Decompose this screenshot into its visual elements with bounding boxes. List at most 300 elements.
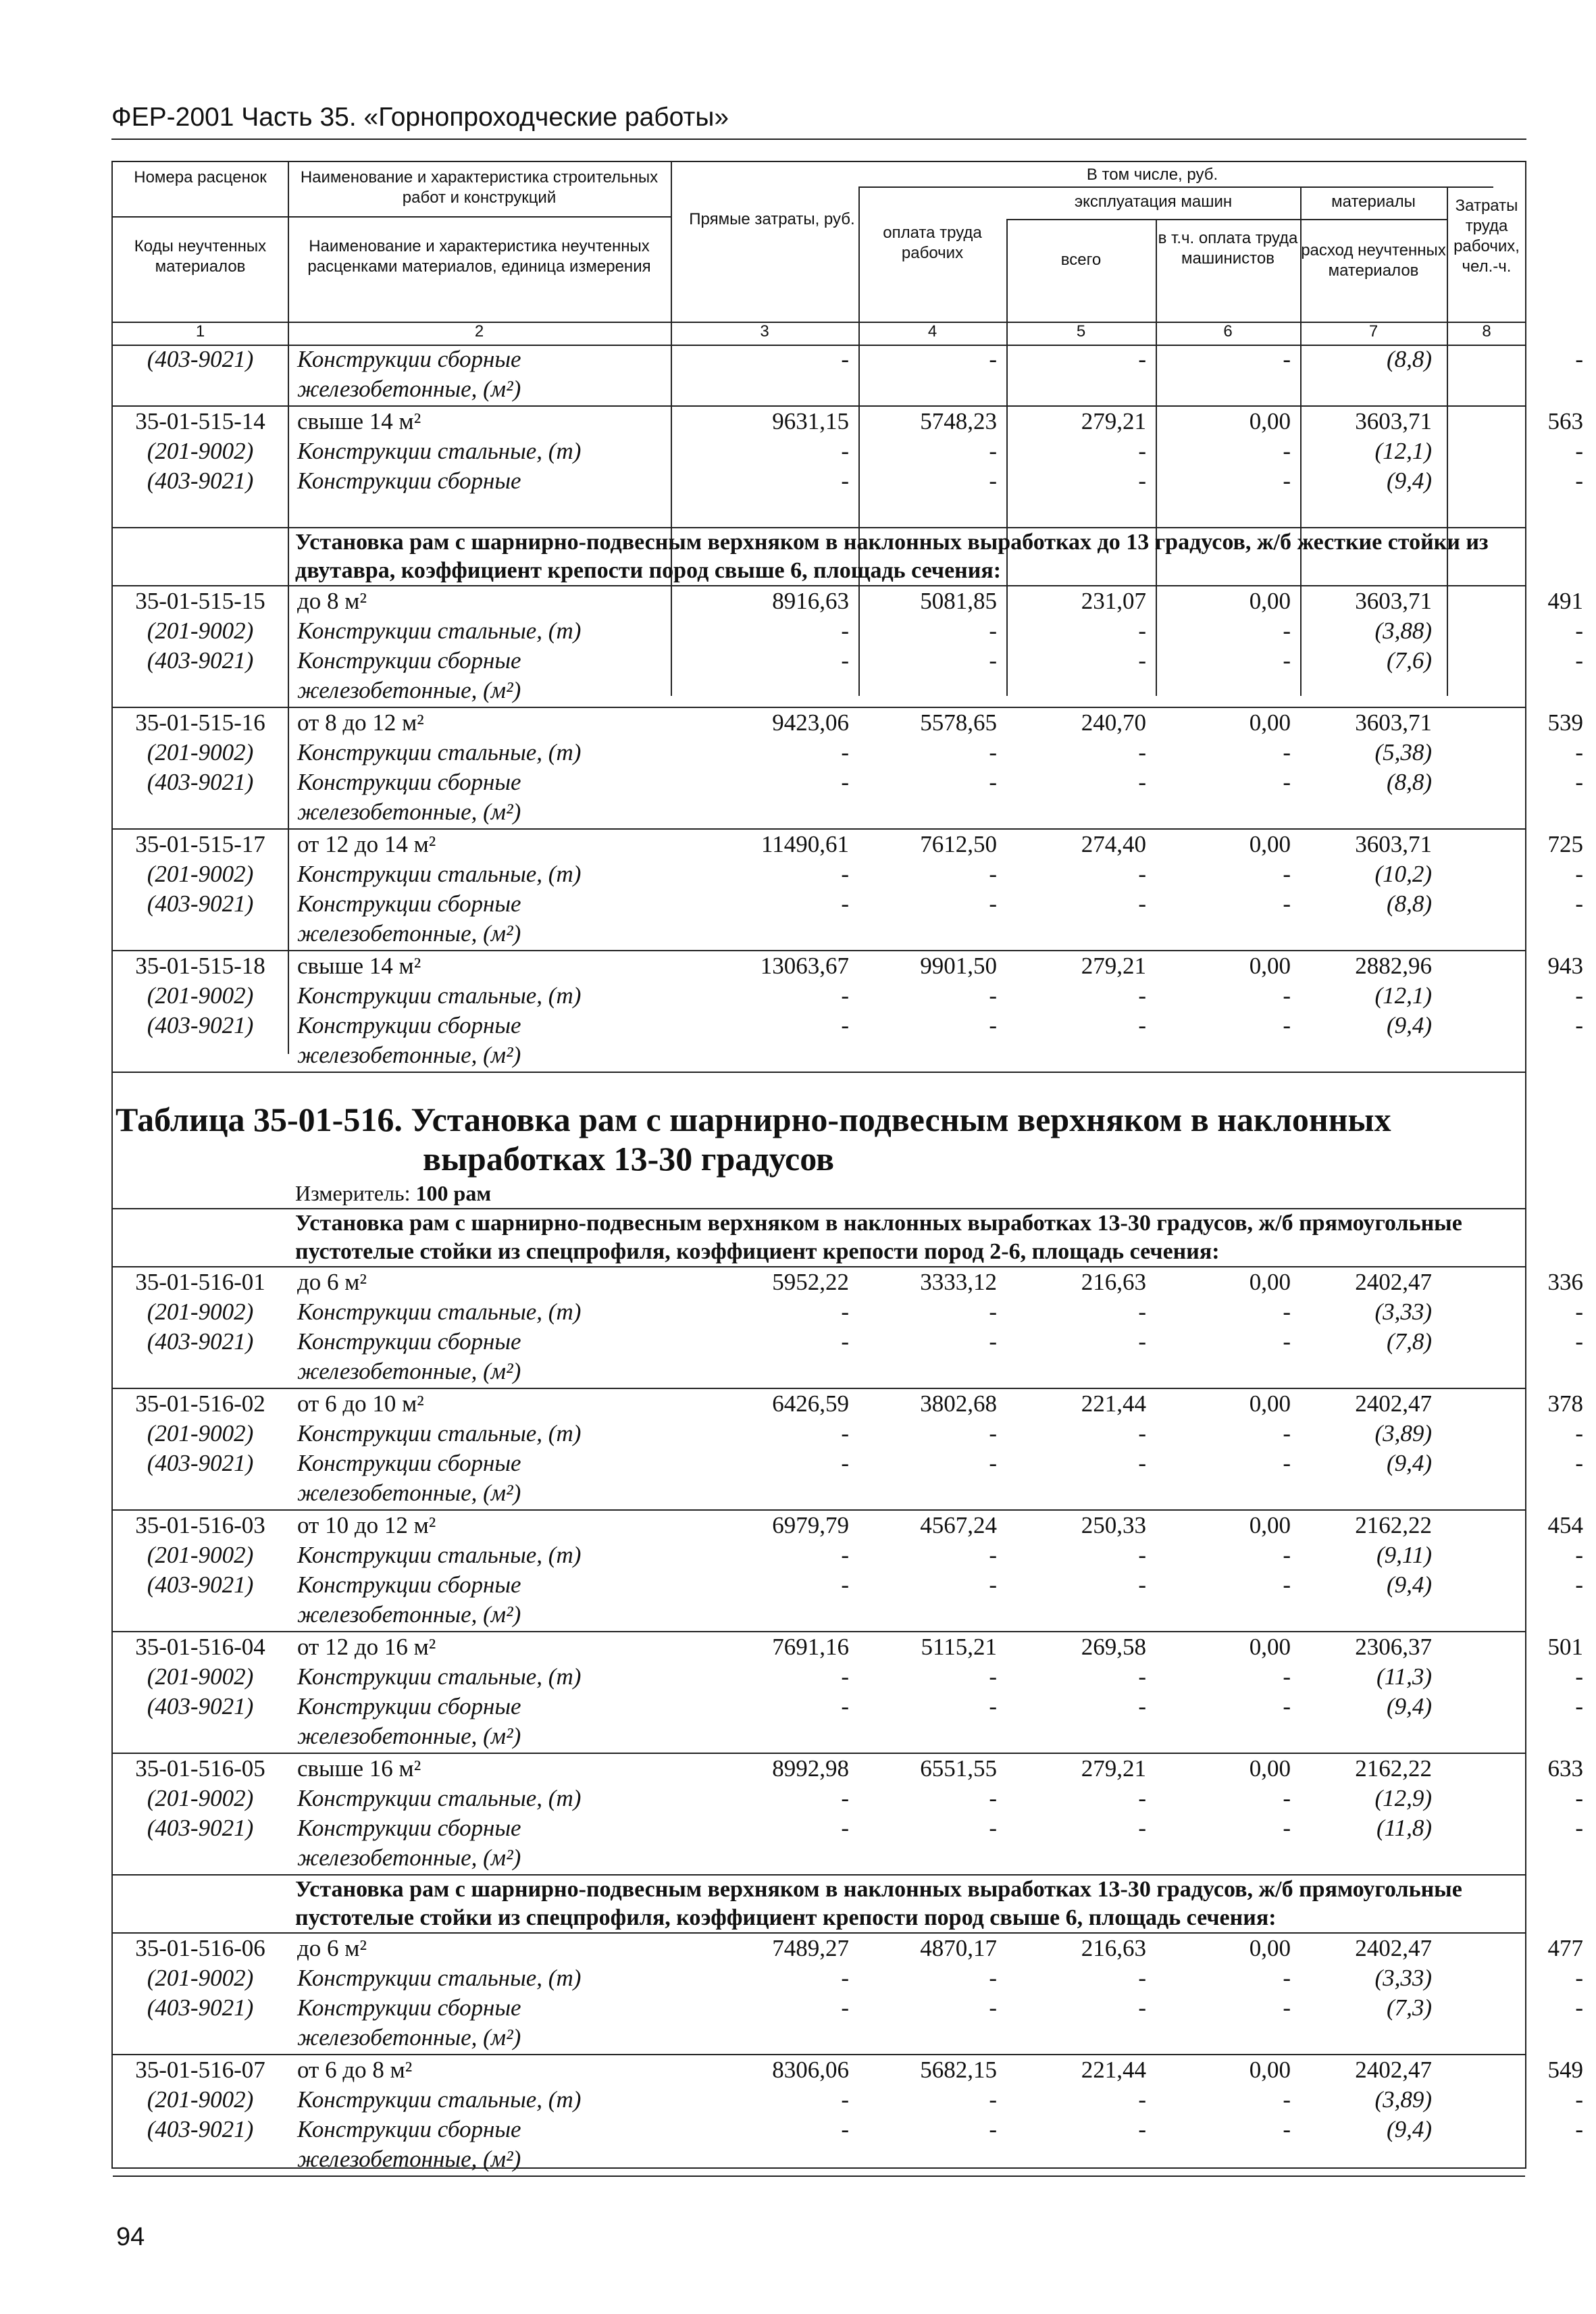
cell: -	[1575, 1693, 1583, 1719]
machinists-pay: 0,00	[1249, 408, 1291, 434]
header-rule	[111, 139, 1526, 140]
cell: -	[1575, 1571, 1583, 1598]
cell: -	[1283, 1571, 1291, 1598]
machines-header: эксплуатация машин	[1074, 193, 1233, 211]
machinists-pay: 0,00	[1249, 1512, 1291, 1538]
labor-pay: 3333,12	[920, 1269, 997, 1295]
material-code: (403-9021)	[147, 346, 254, 372]
material-code: (201-9002)	[147, 1542, 254, 1568]
material-name: Конструкции стальные, (т)	[297, 1663, 582, 1690]
material-name: Конструкции сборные	[297, 2116, 521, 2142]
rate-name: свыше 14 м²	[297, 408, 421, 434]
direct-costs: 5952,22	[772, 1269, 849, 1295]
material-name: Конструкции сборные	[297, 1571, 521, 1598]
rate-group	[113, 586, 1583, 708]
direct-costs: 7691,16	[772, 1634, 849, 1660]
rate-id: 35-01-515-14	[135, 408, 265, 434]
material-name-cont: железобетонные, (м²)	[297, 1480, 521, 1506]
labor-pay: 3802,68	[920, 1390, 997, 1417]
cell: -	[1138, 618, 1146, 644]
materials-cost: 2402,47	[1355, 2057, 1432, 2083]
materials-cost: 2162,22	[1355, 1512, 1432, 1538]
cell: -	[989, 618, 997, 644]
col3-header: Прямые затраты, руб.	[689, 210, 855, 228]
cell: -	[989, 1965, 997, 1991]
grid-line	[858, 186, 860, 345]
material-qty: (10,2)	[1374, 861, 1432, 887]
table-title	[113, 1100, 1525, 1178]
material-code: (201-9002)	[147, 1299, 254, 1325]
cell: -	[1138, 647, 1146, 674]
machines-total: 221,44	[1081, 1390, 1146, 1417]
material-name: Конструкции стальные, (т)	[297, 1299, 582, 1325]
col8-header: Затраты труда рабочих, чел.-ч.	[1453, 197, 1520, 276]
material-name: Конструкции стальные, (т)	[297, 1542, 582, 1568]
page-header: ФЕР-2001 Часть 35. «Горнопроходческие работы»	[111, 103, 729, 132]
cell: -	[989, 739, 997, 765]
cell: -	[1138, 2116, 1146, 2142]
material-name: Конструкции сборные	[297, 1815, 521, 1841]
grid-line	[1006, 219, 1008, 345]
material-code: (403-9021)	[147, 1693, 254, 1719]
material-name: Конструкции стальные, (т)	[297, 618, 582, 644]
material-code: (201-9002)	[147, 982, 254, 1009]
rate-group	[113, 2055, 1583, 2177]
cell: -	[989, 647, 997, 674]
cell: -	[841, 1450, 849, 1476]
cell: -	[841, 346, 849, 372]
cell: -	[989, 1571, 997, 1598]
labor-hours: 336	[1547, 1269, 1583, 1295]
cell: -	[841, 468, 849, 494]
table-body	[113, 345, 1583, 2177]
rate-group	[113, 1754, 1583, 1876]
labor-hours: 725	[1547, 831, 1583, 857]
labor-hours: 454	[1547, 1512, 1583, 1538]
labor-pay: 5682,15	[920, 2057, 997, 2083]
rate-id: 35-01-515-15	[135, 588, 265, 614]
direct-costs: 6979,79	[772, 1512, 849, 1538]
material-name: Конструкции стальные, (т)	[297, 1420, 582, 1447]
rate-group	[113, 1267, 1583, 1389]
cell: -	[1283, 890, 1291, 917]
material-qty: (9,11)	[1376, 1542, 1432, 1568]
machines-total: 274,40	[1081, 831, 1146, 857]
cell: -	[1138, 1785, 1146, 1811]
material-name-cont: железобетонные, (м²)	[297, 799, 521, 825]
labor-pay: 9901,50	[920, 953, 997, 979]
unit-value: 100 рам	[415, 1181, 492, 1205]
material-qty: (7,6)	[1386, 647, 1432, 674]
material-name: Конструкции сборные	[297, 1450, 521, 1476]
cell: -	[1138, 1994, 1146, 2021]
cell: -	[1575, 769, 1583, 795]
materials-cost: 2402,47	[1355, 1390, 1432, 1417]
materials-cost: 2402,47	[1355, 1935, 1432, 1961]
cell: -	[1138, 438, 1146, 464]
rate-name: свыше 14 м²	[297, 953, 421, 979]
machines-total: 250,33	[1081, 1512, 1146, 1538]
material-qty: (12,1)	[1374, 438, 1432, 464]
cell: -	[1138, 1012, 1146, 1038]
cell: -	[1283, 468, 1291, 494]
cell: -	[1283, 1785, 1291, 1811]
material-name: Конструкции сборные	[297, 647, 521, 674]
machines-total: 221,44	[1081, 2057, 1146, 2083]
cell: -	[1283, 1450, 1291, 1476]
cell: -	[1575, 468, 1583, 494]
rate-group	[113, 830, 1583, 951]
cell: -	[989, 982, 997, 1009]
material-code: (201-9002)	[147, 1663, 254, 1690]
material-qty: (9,4)	[1386, 1571, 1432, 1598]
cell: -	[841, 1328, 849, 1355]
cell: -	[1283, 1012, 1291, 1038]
cell: -	[841, 438, 849, 464]
cell: -	[989, 890, 997, 917]
cell: -	[1138, 2086, 1146, 2113]
materials-cost: 2306,37	[1355, 1634, 1432, 1660]
cell: -	[1283, 1328, 1291, 1355]
cell: -	[1283, 647, 1291, 674]
material-name: Конструкции стальные, (т)	[297, 1965, 582, 1991]
material-name-cont: железобетонные, (м²)	[297, 1358, 521, 1384]
material-name: Конструкции сборные	[297, 1012, 521, 1038]
machines-total: 216,63	[1081, 1935, 1146, 1961]
col2-top-header: Наименование и характеристика строительных работ и конструкций	[300, 168, 659, 207]
material-qty: (8,8)	[1386, 890, 1432, 917]
rate-name: от 12 до 16 м²	[297, 1634, 436, 1660]
machines-total: 240,70	[1081, 709, 1146, 736]
materials-cost: 2402,47	[1355, 1269, 1432, 1295]
page-number: 94	[116, 2223, 145, 2251]
col-number-6: 6	[1223, 322, 1233, 341]
material-qty: (7,8)	[1386, 1328, 1432, 1355]
cell: -	[989, 1328, 997, 1355]
rate-name: от 12 до 14 м²	[297, 831, 436, 857]
material-code: (403-9021)	[147, 1815, 254, 1841]
col-number-3: 3	[760, 322, 769, 341]
col7-header: расход неучтенных материалов	[1301, 241, 1446, 280]
machines-total: 279,21	[1081, 1755, 1146, 1782]
material-name: Конструкции сборные	[297, 1328, 521, 1355]
direct-costs: 7489,27	[772, 1935, 849, 1961]
material-name: Конструкции стальные, (т)	[297, 2086, 582, 2113]
rate-group	[113, 708, 1583, 830]
cell: -	[1575, 647, 1583, 674]
cell: -	[989, 1663, 997, 1690]
cell: -	[841, 982, 849, 1009]
materials-cost: 3603,71	[1355, 408, 1432, 434]
cell: -	[1283, 346, 1291, 372]
direct-costs: 8916,63	[772, 588, 849, 614]
groups-a	[113, 586, 1583, 1073]
cell: -	[1575, 1542, 1583, 1568]
rate-name: до 6 м²	[297, 1935, 367, 1961]
machines-total: 279,21	[1081, 953, 1146, 979]
col-number-2: 2	[474, 322, 484, 341]
col-number-5: 5	[1076, 322, 1086, 341]
material-code: (403-9021)	[147, 1994, 254, 2021]
grid-line	[1300, 186, 1302, 345]
rate-name: от 6 до 8 м²	[297, 2057, 413, 2083]
rate-group	[113, 407, 1583, 528]
section-heading-b: Установка рам с шарнирно-подвесным верхняком в наклонных выработках 13-30 градусов, ж/б прямоугольные пустотелые стойки из спецпрофиля, коэффициент крепости пород 2-6, площадь сечения:	[113, 1209, 1525, 1267]
rate-id: 35-01-516-07	[135, 2057, 265, 2083]
cell: -	[1283, 1663, 1291, 1690]
cell: -	[989, 769, 997, 795]
cell: -	[1575, 438, 1583, 464]
cell: -	[1138, 1542, 1146, 1568]
rate-group	[113, 1934, 1583, 2055]
material-code: (201-9002)	[147, 618, 254, 644]
cell: -	[989, 1785, 997, 1811]
cell: -	[841, 2116, 849, 2142]
cell: -	[1283, 438, 1291, 464]
material-code: (403-9021)	[147, 468, 254, 494]
col2-bottom-header: Наименование и характеристика неучтенных расценками материалов, единица измерения	[307, 237, 651, 276]
cell: -	[841, 1571, 849, 1598]
cell: -	[1138, 1663, 1146, 1690]
rate-name: до 6 м²	[297, 1269, 367, 1295]
cell: -	[1138, 1571, 1146, 1598]
col-number-1: 1	[195, 322, 205, 341]
cell: -	[1283, 861, 1291, 887]
cell: -	[989, 1299, 997, 1325]
material-name: Конструкции сборные	[297, 1994, 521, 2021]
rate-id: 35-01-516-04	[135, 1634, 265, 1660]
grid-line	[671, 162, 672, 345]
cell: -	[989, 2116, 997, 2142]
labor-hours: 633	[1547, 1755, 1583, 1782]
cell: -	[989, 346, 997, 372]
cell: -	[1575, 2086, 1583, 2113]
material-code: (201-9002)	[147, 438, 254, 464]
grid-line	[113, 216, 288, 218]
cell: -	[1575, 1785, 1583, 1811]
unit-measure	[113, 1178, 1525, 1209]
cell: -	[1575, 1299, 1583, 1325]
cell: -	[1575, 861, 1583, 887]
grid-line	[1006, 219, 1447, 220]
direct-costs: 8306,06	[772, 2057, 849, 2083]
material-name: Конструкции стальные, (т)	[297, 1785, 582, 1811]
cell: -	[989, 1450, 997, 1476]
material-qty: (8,8)	[1386, 769, 1432, 795]
labor-pay: 4870,17	[920, 1935, 997, 1961]
machinists-pay: 0,00	[1249, 2057, 1291, 2083]
labor-pay: 5578,65	[920, 709, 997, 736]
table-title-line1: Таблица 35-01-516. Установка рам с шарнирно-подвесным верхняком в наклонных	[115, 1101, 1391, 1138]
direct-costs: 13063,67	[760, 953, 849, 979]
machinists-pay: 0,00	[1249, 588, 1291, 614]
machinists-pay: 0,00	[1249, 1634, 1291, 1660]
rate-id: 35-01-515-16	[135, 709, 265, 736]
materials-cost: 2162,22	[1355, 1755, 1432, 1782]
groups-c	[113, 1934, 1583, 2177]
cell: -	[1283, 1965, 1291, 1991]
material-name: Конструкции стальные, (т)	[297, 861, 582, 887]
rate-id: 35-01-516-03	[135, 1512, 265, 1538]
cell: -	[1138, 1815, 1146, 1841]
col-number-7: 7	[1368, 322, 1379, 341]
cell: -	[841, 739, 849, 765]
machines-total: 231,07	[1081, 588, 1146, 614]
material-code: (201-9002)	[147, 1965, 254, 1991]
material-name: Конструкции стальные, (т)	[297, 438, 582, 464]
rate-name: от 10 до 12 м²	[297, 1512, 436, 1538]
cell: -	[1283, 1420, 1291, 1447]
direct-costs: 9423,06	[772, 709, 849, 736]
rate-group	[113, 1511, 1583, 1632]
material-code: (201-9002)	[147, 1785, 254, 1811]
material-name-cont: железобетонные, (м²)	[297, 1601, 521, 1628]
cell: -	[1283, 1994, 1291, 2021]
cell: -	[1575, 982, 1583, 1009]
machinists-pay: 0,00	[1249, 709, 1291, 736]
cell: -	[841, 1693, 849, 1719]
cell: -	[841, 1012, 849, 1038]
machinists-pay: 0,00	[1249, 1390, 1291, 1417]
cell: -	[841, 618, 849, 644]
continuation-group	[113, 345, 1583, 407]
cell: -	[1575, 890, 1583, 917]
cell: -	[841, 1663, 849, 1690]
cell: -	[841, 1299, 849, 1325]
cell: -	[1138, 739, 1146, 765]
material-qty: (9,4)	[1386, 468, 1432, 494]
labor-hours: 563	[1547, 408, 1583, 434]
materials-cost: 3603,71	[1355, 831, 1432, 857]
cell: -	[1138, 1965, 1146, 1991]
materials-cost: 2882,96	[1355, 953, 1432, 979]
cell: -	[1575, 1420, 1583, 1447]
material-qty: (11,3)	[1376, 1663, 1432, 1690]
col1-top-header: Номера расценок	[134, 168, 267, 186]
material-qty: (3,33)	[1374, 1299, 1432, 1325]
material-qty: (3,89)	[1374, 2086, 1432, 2113]
rate-id: 35-01-516-01	[135, 1269, 265, 1295]
cell: -	[841, 890, 849, 917]
labor-pay: 5748,23	[920, 408, 997, 434]
cell: -	[1283, 739, 1291, 765]
table-title-line2: выработках 13-30 градусов	[423, 1140, 835, 1178]
material-name: Конструкции сборные	[297, 1693, 521, 1719]
cell: -	[989, 1012, 997, 1038]
cell: -	[1575, 346, 1583, 372]
machinists-pay: 0,00	[1249, 831, 1291, 857]
direct-costs: 11490,61	[761, 831, 849, 857]
material-name: Конструкции сборные	[297, 346, 521, 372]
cell: -	[1283, 618, 1291, 644]
material-code: (403-9021)	[147, 1571, 254, 1598]
cell: -	[1138, 1693, 1146, 1719]
labor-pay: 4567,24	[920, 1512, 997, 1538]
material-qty: (9,4)	[1386, 1693, 1432, 1719]
grid-line	[858, 186, 1493, 188]
cell: -	[1575, 1663, 1583, 1690]
labor-hours: 539	[1547, 709, 1583, 736]
cell: -	[1575, 1994, 1583, 2021]
labor-hours: 943	[1547, 953, 1583, 979]
machines-total: 216,63	[1081, 1269, 1146, 1295]
rate-id: 35-01-515-18	[135, 953, 265, 979]
material-code: (403-9021)	[147, 1012, 254, 1038]
cell: -	[989, 1542, 997, 1568]
cell: -	[989, 1420, 997, 1447]
col4-header: оплата труда рабочих	[883, 224, 982, 262]
cell: -	[1283, 2086, 1291, 2113]
cell: -	[1283, 1693, 1291, 1719]
material-code: (201-9002)	[147, 739, 254, 765]
cell: -	[841, 1815, 849, 1841]
cell: -	[1575, 1012, 1583, 1038]
cell: -	[841, 647, 849, 674]
material-qty: (8,8)	[1386, 346, 1432, 372]
cell: -	[1575, 1450, 1583, 1476]
machinists-pay: 0,00	[1249, 1755, 1291, 1782]
grid-line	[113, 322, 1526, 323]
material-code: (201-9002)	[147, 1420, 254, 1447]
material-code: (403-9021)	[147, 769, 254, 795]
cell: -	[1138, 982, 1146, 1009]
labor-hours: 549	[1547, 2057, 1583, 2083]
material-code: (201-9002)	[147, 2086, 254, 2113]
cell: -	[841, 2086, 849, 2113]
materials-header: материалы	[1331, 193, 1416, 211]
cell: -	[1138, 1420, 1146, 1447]
material-name: Конструкции стальные, (т)	[297, 982, 582, 1009]
material-qty: (12,9)	[1374, 1785, 1432, 1811]
material-name-cont: железобетонные, (м²)	[297, 376, 521, 402]
labor-pay: 5081,85	[920, 588, 997, 614]
cell: -	[1138, 861, 1146, 887]
rate-id: 35-01-516-02	[135, 1390, 265, 1417]
groups-b	[113, 1267, 1583, 1876]
cell: -	[1138, 346, 1146, 372]
labor-hours: 501	[1547, 1634, 1583, 1660]
rate-name: свыше 16 м²	[297, 1755, 421, 1782]
cell: -	[989, 468, 997, 494]
direct-costs: 9631,15	[772, 408, 849, 434]
rate-group	[113, 1389, 1583, 1511]
cell: -	[989, 1994, 997, 2021]
machinists-pay: 0,00	[1249, 1935, 1291, 1961]
cell: -	[841, 861, 849, 887]
cell: -	[841, 769, 849, 795]
material-qty: (9,4)	[1386, 1450, 1432, 1476]
material-name-cont: железобетонные, (м²)	[297, 2024, 521, 2051]
grid-line	[1447, 186, 1448, 345]
machinists-pay: 0,00	[1249, 953, 1291, 979]
cell: -	[1283, 2116, 1291, 2142]
material-name-cont: железобетонные, (м²)	[297, 1844, 521, 1871]
cell: -	[1283, 982, 1291, 1009]
labor-hours: 378	[1547, 1390, 1583, 1417]
rate-name: от 8 до 12 м²	[297, 709, 424, 736]
machinists-pay: 0,00	[1249, 1269, 1291, 1295]
material-code: (403-9021)	[147, 890, 254, 917]
labor-pay: 5115,21	[921, 1634, 997, 1660]
cell: -	[841, 1965, 849, 1991]
rate-group	[113, 951, 1583, 1073]
material-name-cont: железобетонные, (м²)	[297, 1723, 521, 1749]
cell: -	[989, 861, 997, 887]
section-heading-a: Установка рам с шарнирно-подвесным верхняком в наклонных выработках до 13 градусов, ж/б жесткие стойки из двутавра, коэффициент крепости пород свыше 6, площадь сечения:	[113, 528, 1525, 586]
material-name: Конструкции сборные	[297, 468, 521, 494]
direct-costs: 8992,98	[772, 1755, 849, 1782]
cell: -	[1138, 1328, 1146, 1355]
